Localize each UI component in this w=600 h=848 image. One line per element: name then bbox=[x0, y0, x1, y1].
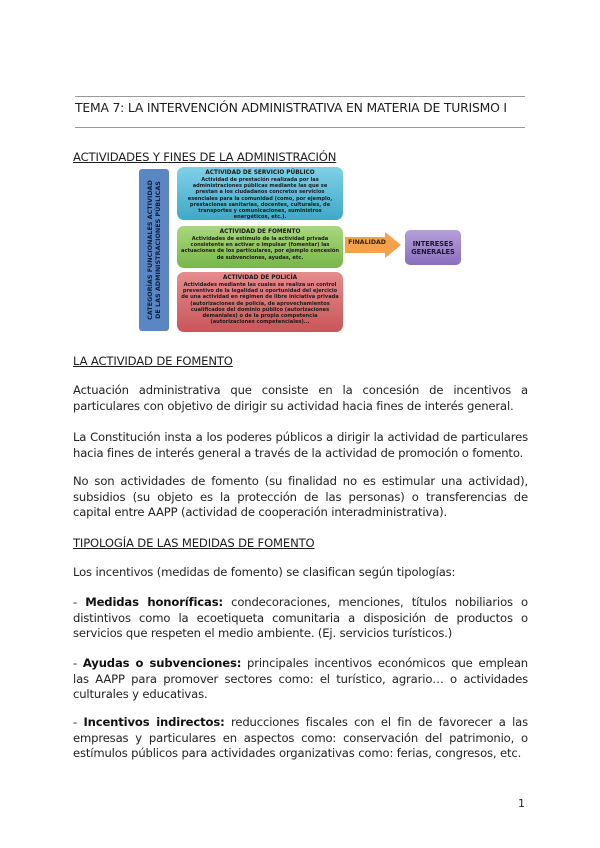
box-servicio-publico bbox=[177, 167, 343, 220]
categories-label-line1: CATEGORÍAS FUNCIONALES ACTIVIDAD bbox=[146, 180, 154, 320]
box-policia bbox=[177, 272, 343, 332]
item-text: reducciones fiscales con el fin de favorecer a las empresas y particulares en aspectos como: conservación del patrimonio, o estímulos públicos para actividades organizativas como: ferias, congresos, etc. bbox=[73, 715, 529, 760]
paragraph-constitution: La Constitución insta a los poderes públicos a dirigir la actividad de particulares hacia fines de interés general a través de la actividad de promoción o fomento. bbox=[73, 430, 528, 460]
box-title: ACTIVIDAD DE SERVICIO PÚBLICO bbox=[205, 170, 315, 176]
item-prefix: - bbox=[73, 656, 83, 670]
item-prefix: - bbox=[73, 595, 86, 609]
intereses-generales-box bbox=[405, 230, 461, 265]
target-line1: INTERESES bbox=[412, 239, 454, 248]
finalidad-label: FINALIDAD bbox=[348, 239, 386, 246]
box-title: ACTIVIDAD DE FOMENTO bbox=[219, 229, 301, 235]
item-prefix: - bbox=[73, 715, 84, 729]
page-number: 1 bbox=[518, 797, 525, 810]
list-item-indirectos bbox=[73, 715, 528, 762]
header-rule-top bbox=[75, 96, 525, 97]
item-term: Ayudas o subvenciones: bbox=[82, 656, 242, 670]
activities-diagram bbox=[139, 163, 469, 335]
item-term: Incentivos indirectos: bbox=[83, 715, 225, 729]
paragraph-exclusions: No son actividades de fomento (su finalidad no es estimular una actividad), subsidios (su objeto es la protección de las personas) o transferencias de capital entre AAPP (actividad de cooperación interadministrativa). bbox=[73, 474, 528, 519]
paragraph-definition: Actuación administrativa que consiste en la concesión de incentivos a particulares con objetivo de dirigir su actividad hacia fines de interés general. bbox=[73, 383, 528, 413]
section-heading-fomento: LA ACTIVIDAD DE FOMENTO bbox=[73, 354, 233, 368]
item-text: principales incentivos económicos que emplean las AAPP para promover sectores como: el turístico, agrario… o actividades culturales y educativas. bbox=[73, 656, 529, 701]
item-text: condecoraciones, menciones, títulos nobiliarios o distintivos como la ecoetiqueta comunitaria a disposición de productos o servicios que respeten el medio ambiente. (Ej. servicios turísticos.) bbox=[73, 595, 529, 640]
item-term: Medidas honoríficas: bbox=[85, 595, 223, 609]
box-fomento bbox=[177, 226, 343, 268]
header-rule-bottom bbox=[75, 127, 525, 128]
box-body: Actividad de prestación realizada por las administraciones públicas mediante las que se prestan a los ciudadanos concretos servicios esenciales para la comunidad (como, por ejemplo, prestaciones sanitarias, docentes, culturales, de transportes y comunicaciones, suministros energéticos, etc.). bbox=[187, 177, 333, 221]
categories-label bbox=[139, 169, 169, 331]
categories-label-line2: DE LAS ADMINISTRACIONES PÚBLICAS bbox=[154, 181, 162, 319]
box-body: Actividades mediante las cuales se realiza un control preventivo de la legalidad u oportunidad del ejercicio de una actividad en régimen de libre iniciativa privada (autorizaciones de policía, de aprovechamientos cualificados del dominio público (autorizaciones demaniales) o de la propia competencia (autorizaciones competenciales)... bbox=[181, 282, 339, 326]
page-title: TEMA 7: LA INTERVENCIÓN ADMINISTRATIVA EN MATERIA DE TURISMO I bbox=[75, 100, 507, 115]
list-item-honorificas bbox=[73, 595, 528, 642]
target-line2: GENERALES bbox=[411, 247, 455, 256]
paragraph-intro: Los incentivos (medidas de fomento) se clasifican según tipologías: bbox=[73, 565, 456, 579]
box-title: ACTIVIDAD DE POLICÍA bbox=[222, 275, 298, 281]
box-body: Actividades de estímulo de la actividad privada consistente en activar o impulsar (fomentar) las actuaciones de los particulares, por ejemplo concesión de subvenciones, ayudas, etc. bbox=[181, 236, 339, 261]
section-heading-tipologia: TIPOLOGÍA DE LAS MEDIDAS DE FOMENTO bbox=[73, 536, 315, 550]
list-item-subvenciones bbox=[73, 656, 528, 703]
section-heading-actividades: ACTIVIDADES Y FINES DE LA ADMINISTRACIÓN bbox=[73, 150, 337, 164]
